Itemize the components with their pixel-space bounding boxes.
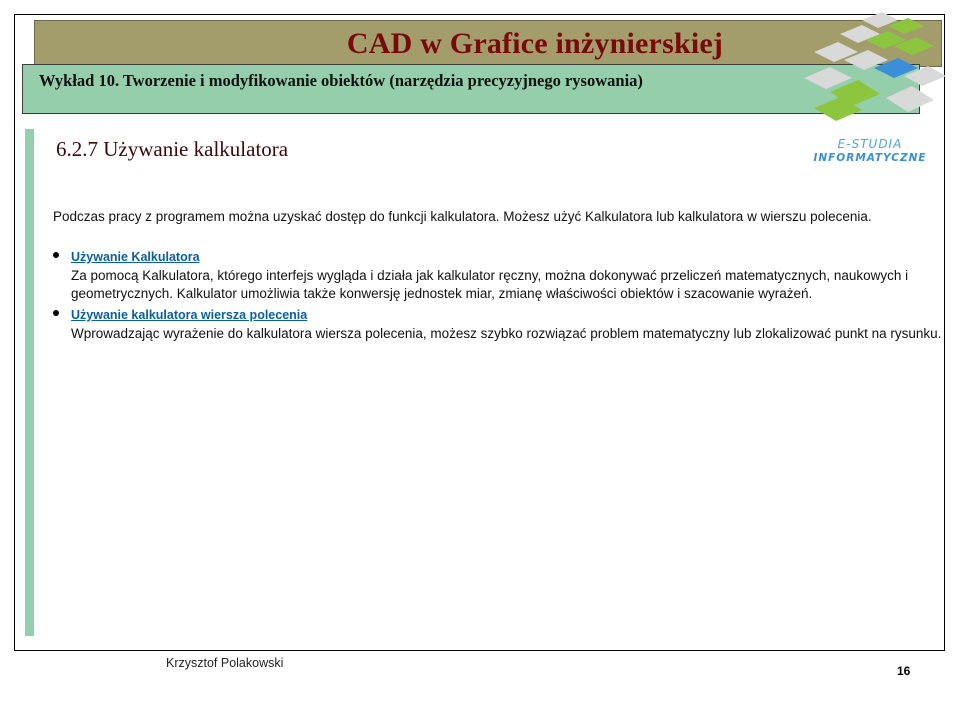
logo-tiles	[804, 12, 946, 121]
topic-description: Wprowadzając wyrażenie do kalkulatora wiersza polecenia, możesz szybko rozwiązać problem matematyczny lub zlokalizować punkt na rysunku.	[71, 326, 942, 341]
topic-list	[53, 249, 948, 347]
left-accent-bar	[25, 129, 34, 636]
section-heading: 6.2.7 Używanie kalkulatora	[56, 137, 289, 161]
e-studia-logo-icon	[800, 4, 950, 126]
logo-line-2: INFORMATYCZNE	[813, 152, 927, 164]
intro-paragraph: Podczas pracy z programem można uzyskać dostęp do funkcji kalkulatora. Możesz użyć Kalkulatora lub kalkulatora w wierszu polecenia.	[53, 209, 872, 224]
page-number: 16	[897, 664, 911, 678]
list-item	[53, 307, 948, 343]
topic-description: Za pomocą Kalkulatora, którego interfejs wygląda i działa jak kalkulator ręczny, można dokonywać przeliczeń matematycznych, naukowych i geometrycznych. Kalkulator umożliwia także konwersję jednostek miar, zmianę właściwości obiektów i szacowanie wyrażeń.	[71, 268, 909, 301]
logo-text	[810, 137, 930, 165]
bullet-icon	[53, 310, 59, 316]
list-item	[53, 249, 948, 303]
footer-author: Krzysztof Polakowski	[166, 656, 284, 670]
subtitle-bar	[22, 64, 920, 114]
lecture-subtitle: Wykład 10. Tworzenie i modyfikowanie obiektów (narzędzia precyzyjnego rysowania)	[39, 71, 643, 90]
bullet-icon	[53, 252, 59, 258]
link-using-calculator[interactable]: Używanie Kalkulatora	[71, 250, 200, 264]
main-title: CAD w Grafice inżynierskiej	[346, 27, 724, 60]
link-command-line-calculator[interactable]: Używanie kalkulatora wiersza polecenia	[71, 308, 308, 322]
logo-line-1: E-STUDIA	[837, 137, 903, 151]
